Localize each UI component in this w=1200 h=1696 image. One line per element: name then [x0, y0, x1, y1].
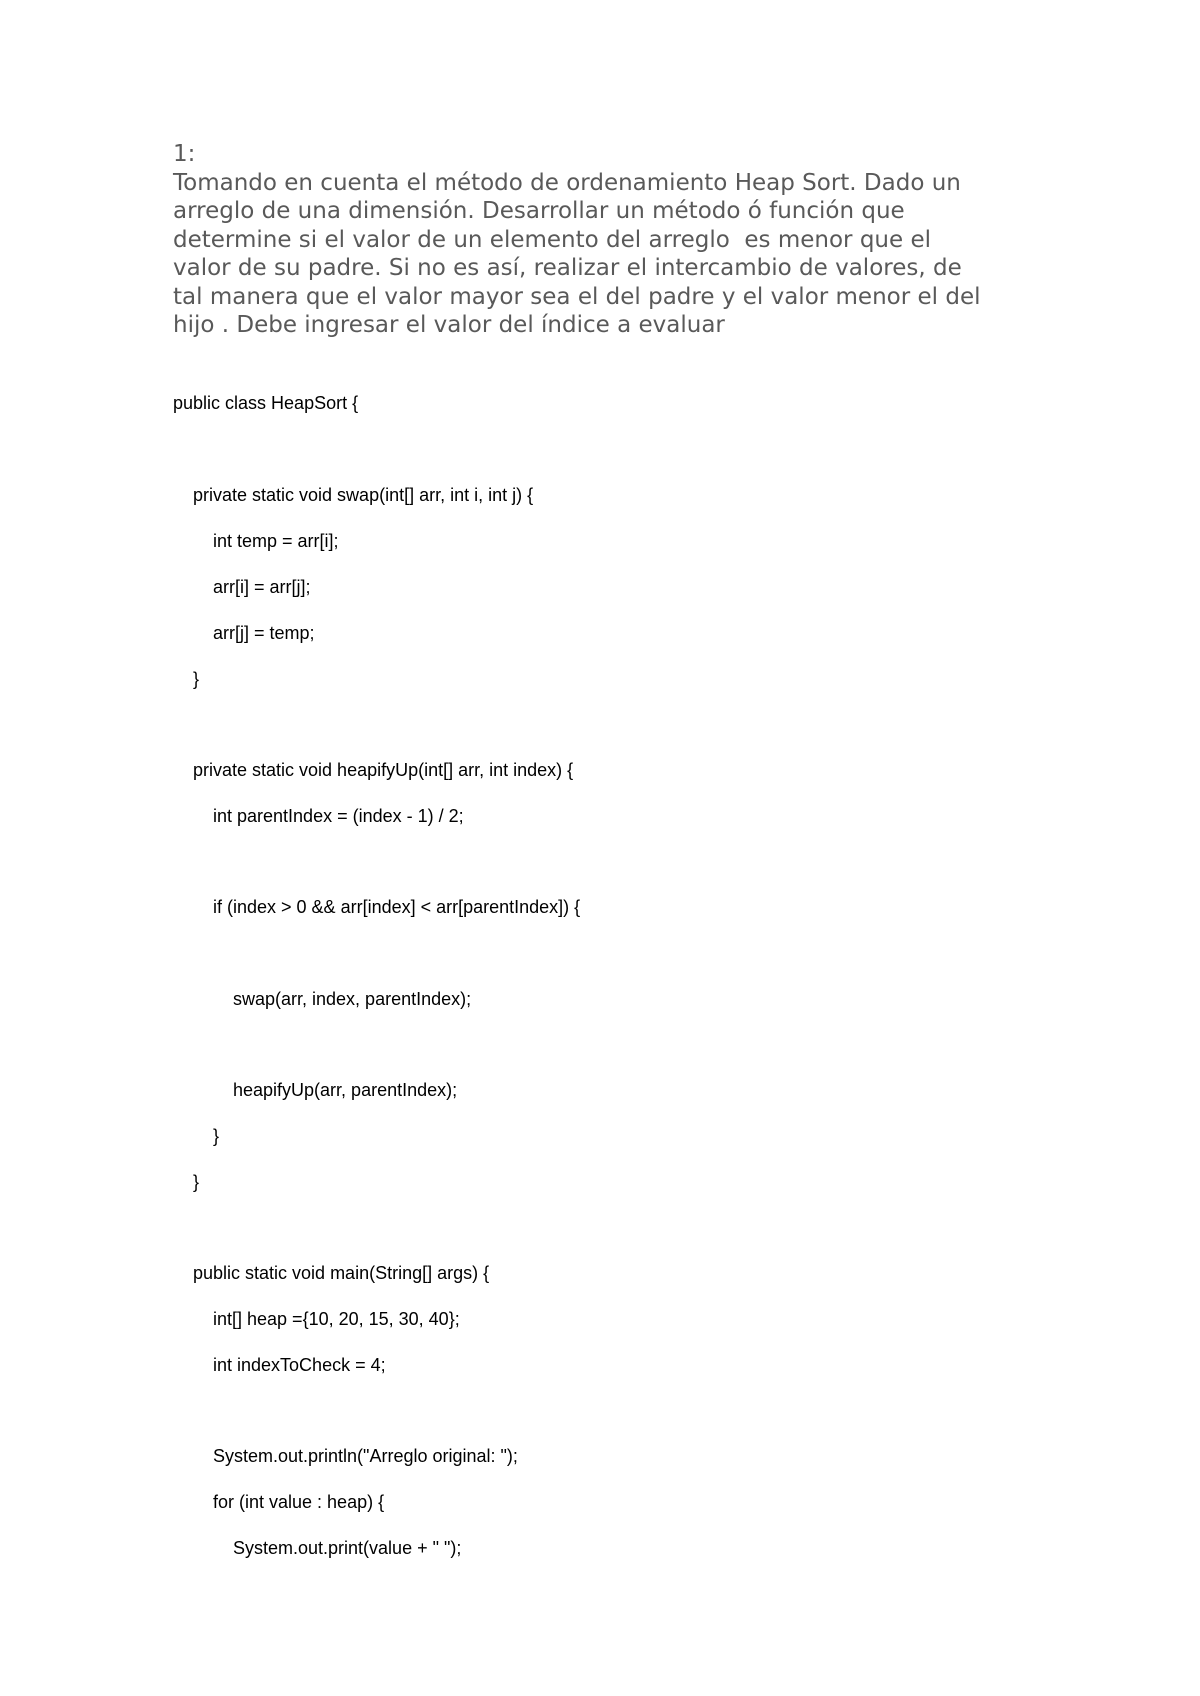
code-line: if (index > 0 && arr[index] < arr[parentIndex]) { [213, 897, 581, 917]
code-line: public class HeapSort { [173, 393, 359, 413]
statement-line: hijo . Debe ingresar el valor del índice a evaluar [173, 312, 725, 338]
code-line: int parentIndex = (index - 1) / 2; [213, 806, 464, 826]
code-line: private static void swap(int[] arr, int i, int j) { [193, 485, 534, 505]
code-line: int indexToCheck = 4; [213, 1355, 386, 1375]
exercise-statement [173, 140, 1073, 340]
code-line: System.out.print(value + " "); [233, 1538, 462, 1558]
code-line: arr[j] = temp; [213, 623, 315, 643]
code-line: for (int value : heap) { [213, 1492, 385, 1512]
statement-line: Tomando en cuenta el método de ordenamiento Heap Sort. Dado un [173, 169, 961, 196]
code-line: arr[i] = arr[j]; [213, 577, 311, 597]
exercise-number: 1: [173, 141, 196, 167]
statement-line: determine si el valor de un elemento del arreglo es menor que el [173, 226, 932, 253]
code-line: int temp = arr[i]; [213, 531, 339, 551]
statement-line: valor de su padre. Si no es así, realizar el intercambio de valores, de [173, 255, 962, 281]
code-line: int[] heap ={10, 20, 15, 30, 40}; [213, 1309, 460, 1329]
code-line: } [213, 1126, 220, 1146]
code-line: System.out.println("Arreglo original: "); [213, 1446, 518, 1466]
code-line: } [193, 669, 200, 689]
code-line: swap(arr, index, parentIndex); [233, 989, 472, 1009]
statement-line: arreglo de una dimensión. Desarrollar un método ó función que [173, 198, 905, 224]
code-line: public static void main(String[] args) { [193, 1263, 490, 1283]
code-line: heapifyUp(arr, parentIndex); [233, 1080, 458, 1100]
code-line: private static void heapifyUp(int[] arr, int index) { [193, 760, 574, 780]
statement-line: tal manera que el valor mayor sea el del padre y el valor menor el del [173, 283, 981, 310]
code-line: } [193, 1172, 200, 1192]
